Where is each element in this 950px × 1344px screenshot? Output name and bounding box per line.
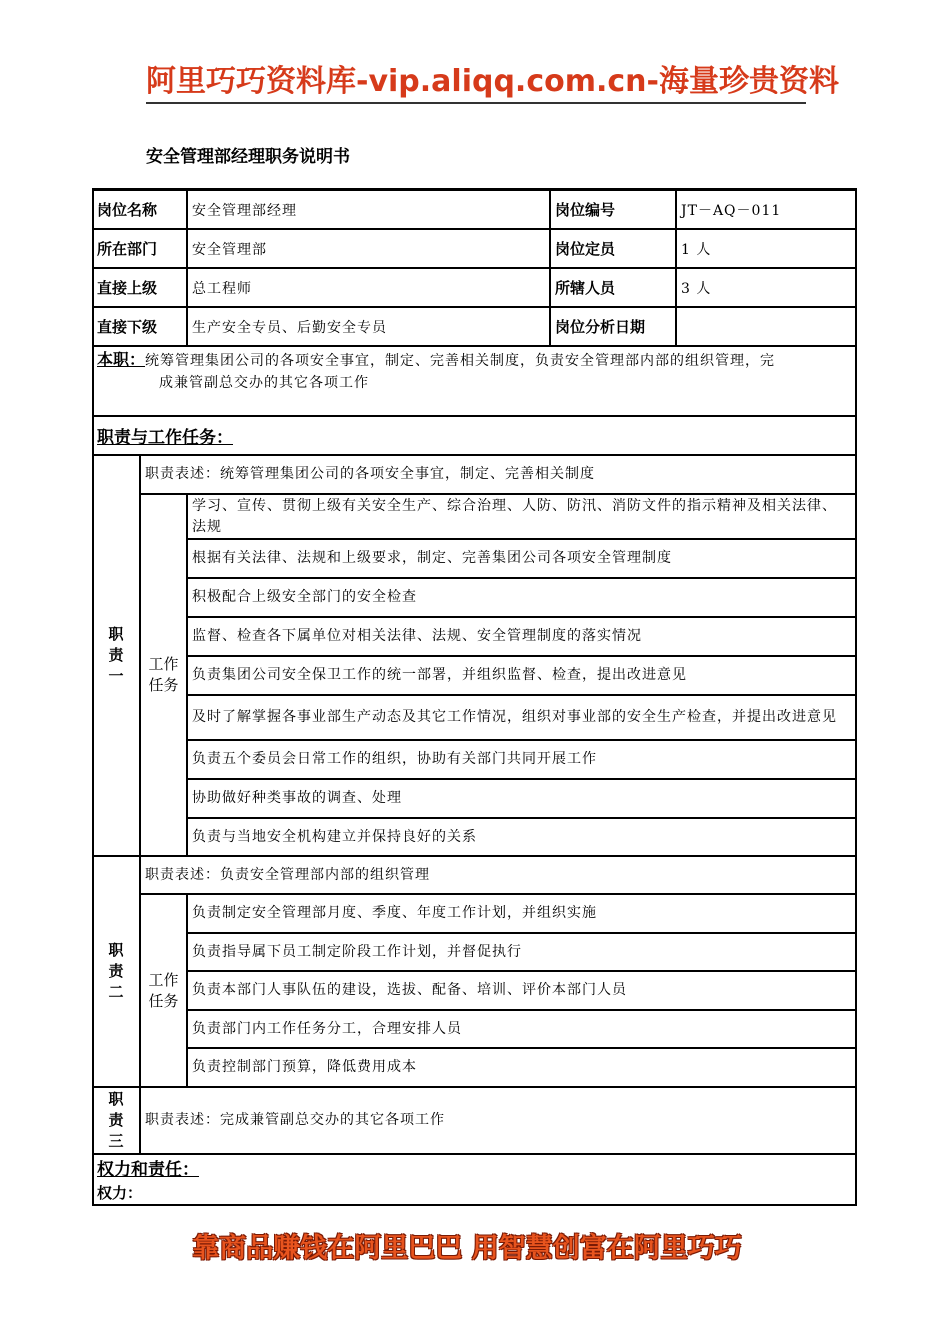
resp2-label: 职 责 二	[92, 856, 140, 1087]
dept-label: 所在部门	[92, 229, 187, 268]
resp1-label: 职 责 一	[92, 455, 140, 856]
subordinate-value: 生产安全专员、后勤安全专员	[187, 307, 550, 346]
authority-heading: 权力和责任：	[97, 1160, 199, 1180]
subordinates-count-value: 3 人	[676, 268, 856, 307]
resp1-task: 监督、检查各下属单位对相关法律、法规、安全管理制度的落实情况	[187, 617, 856, 656]
duty-line-2: 成兼管副总交办的其它各项工作	[159, 375, 369, 391]
resp2-task: 负责本部门人事队伍的建设，选拔、配备、培训、评价本部门人员	[187, 971, 856, 1010]
post-code-label: 岗位编号	[550, 190, 676, 229]
subordinate-label: 直接下级	[92, 307, 187, 346]
bottom-banner: 靠商品赚钱在阿里巴巴 用智慧创富在阿里巧巧	[192, 1233, 742, 1264]
resp2-task: 负责制定安全管理部月度、季度、年度工作计划，并组织实施	[187, 894, 856, 933]
post-code-value: JT－AQ－011	[676, 190, 856, 229]
superior-label: 直接上级	[92, 268, 187, 307]
resp2-task-label: 工作 任务	[140, 894, 187, 1087]
document-title: 安全管理部经理职务说明书	[146, 147, 350, 167]
resp1-task: 及时了解掌握各事业部生产动态及其它工作情况，组织对事业部的安全生产检查，并提出改进意见	[187, 695, 856, 740]
duty-line-1: 统筹管理集团公司的各项安全事宜，制定、完善相关制度，负责安全管理部内部的组织管理，完	[145, 353, 776, 369]
resp1-task: 学习、宣传、贯彻上级有关安全生产、综合治理、人防、防汛、消防文件的指示精神及相关法律、法规	[187, 494, 856, 539]
duty-label: 本职：	[97, 350, 146, 369]
responsibilities-heading: 职责与工作任务：	[97, 428, 233, 448]
resp1-task: 协助做好种类事故的调查、处理	[187, 779, 856, 818]
resp1-task: 负责与当地安全机构建立并保持良好的关系	[187, 818, 856, 856]
resp1-task: 负责集团公司安全保卫工作的统一部署，并组织监督、检查，提出改进意见	[187, 656, 856, 695]
resp1-statement: 职责表述：统筹管理集团公司的各项安全事宜，制定、完善相关制度	[140, 455, 856, 494]
subordinates-count-label: 所辖人员	[550, 268, 676, 307]
authority-section	[92, 1154, 856, 1206]
resp2-task: 负责部门内工作任务分工，合理安排人员	[187, 1010, 856, 1048]
duty-summary	[92, 346, 856, 416]
analysis-date-label: 岗位分析日期	[550, 307, 676, 346]
resp2-task: 负责指导属下员工制定阶段工作计划，并督促执行	[187, 933, 856, 971]
resp2-statement: 职责表述：负责安全管理部内部的组织管理	[140, 856, 856, 894]
analysis-date-value	[676, 307, 856, 346]
resp1-task: 负责五个委员会日常工作的组织，协助有关部门共同开展工作	[187, 740, 856, 779]
post-name-label: 岗位名称	[92, 190, 187, 229]
power-label: 权力：	[97, 1184, 143, 1202]
resp3-label: 职 责 三	[92, 1087, 140, 1154]
responsibilities-heading-row	[92, 416, 856, 455]
headcount-label: 岗位定员	[550, 229, 676, 268]
resp1-task-label: 工作 任务	[140, 494, 187, 856]
resp2-task: 负责控制部门预算，降低费用成本	[187, 1048, 856, 1087]
superior-value: 总工程师	[187, 268, 550, 307]
post-name-value: 安全管理部经理	[187, 190, 550, 229]
resp3-statement: 职责表述：完成兼管副总交办的其它各项工作	[140, 1087, 856, 1154]
headcount-value: 1 人	[676, 229, 856, 268]
resp1-task: 根据有关法律、法规和上级要求，制定、完善集团公司各项安全管理制度	[187, 539, 856, 578]
dept-value: 安全管理部	[187, 229, 550, 268]
resp1-task: 积极配合上级安全部门的安全检查	[187, 578, 856, 617]
top-banner: 阿里巧巧资料库-vip.aliqq.com.cn-海量珍贵资料	[146, 62, 806, 104]
